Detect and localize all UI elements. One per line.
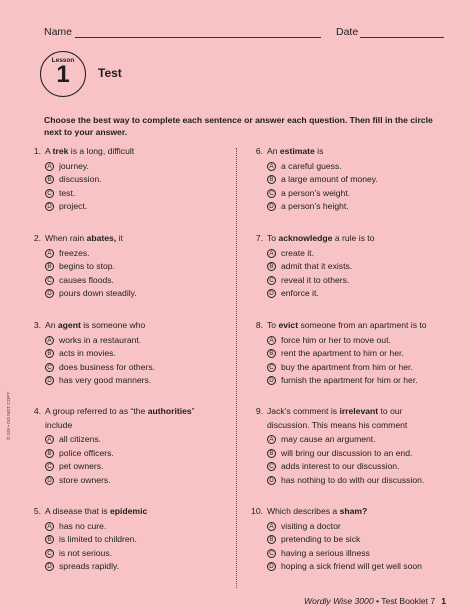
question-stem — [254, 405, 454, 432]
instructions: Choose the best way to complete each sentence or answer each question. Then fill in the circle next to your answer. — [44, 115, 433, 137]
answer-option[interactable] — [45, 560, 230, 574]
stem-text: When rain — [45, 233, 87, 243]
answer-bubble[interactable]: C — [45, 462, 54, 471]
answer-text: may cause an argument. — [281, 434, 376, 445]
answer-bubble[interactable]: C — [267, 462, 276, 471]
stem-text: Jack’s comment is — [267, 406, 340, 416]
answer-options — [32, 520, 230, 574]
answer-options — [254, 160, 454, 214]
stem-text-end: is a long, difficult — [68, 146, 135, 156]
question-1 — [32, 145, 230, 214]
stem-text-end: is — [314, 146, 324, 156]
answer-text: a large amount of money. — [281, 174, 378, 185]
answer-option[interactable] — [45, 334, 230, 348]
vocabulary-word: sham? — [339, 506, 368, 516]
book-title: Wordly Wise 3000 — [303, 596, 374, 606]
question-10 — [251, 505, 454, 574]
page-number: 1 — [441, 596, 446, 606]
answer-bubble[interactable]: B — [45, 449, 54, 458]
answer-bubble[interactable]: B — [45, 262, 54, 271]
name-field[interactable] — [75, 37, 321, 38]
answer-text: begins to stop. — [59, 261, 115, 272]
question-stem — [32, 232, 230, 246]
question-number: 4. — [33, 406, 41, 416]
answer-text: is limited to children. — [59, 534, 137, 545]
answer-text: pours down steadily. — [59, 288, 137, 299]
answer-text: a careful guess. — [281, 160, 342, 171]
question-6 — [254, 145, 454, 214]
question-number: 8. — [255, 320, 263, 330]
answer-bubble[interactable]: C — [267, 189, 276, 198]
answer-option[interactable] — [267, 247, 454, 261]
answer-text: rent the apartment to him or her. — [281, 348, 404, 359]
answer-bubble[interactable]: A — [45, 336, 54, 345]
answer-option[interactable] — [45, 287, 230, 301]
question-number: 9. — [255, 406, 263, 416]
answer-option[interactable] — [267, 260, 454, 274]
answer-option[interactable] — [267, 287, 454, 301]
vocabulary-word: authorities — [147, 406, 192, 416]
answer-bubble[interactable]: A — [267, 435, 276, 444]
answer-options — [32, 334, 230, 388]
answer-text: has nothing to do with our discussion. — [281, 474, 425, 485]
date-label: Date — [336, 26, 359, 38]
question-stem — [32, 319, 230, 333]
answer-option[interactable] — [45, 374, 230, 388]
answer-text: project. — [59, 201, 88, 212]
answer-option[interactable] — [45, 274, 230, 288]
question-stem — [32, 405, 230, 432]
stem-text-end: it — [116, 233, 123, 243]
question-number: 6. — [255, 146, 263, 156]
page-footer — [304, 596, 446, 606]
stem-text-end: is someone who — [80, 320, 146, 330]
answer-bubble[interactable]: C — [267, 276, 276, 285]
answer-bubble[interactable]: D — [267, 376, 276, 385]
vocabulary-word: agent — [57, 320, 81, 330]
stem-text: A — [45, 146, 53, 156]
lesson-title: Test — [98, 66, 122, 80]
answer-option[interactable] — [267, 361, 454, 375]
answer-options — [254, 247, 454, 301]
answer-option[interactable] — [267, 160, 454, 174]
column-divider — [236, 148, 237, 588]
answer-bubble[interactable]: A — [45, 522, 54, 531]
answer-options — [254, 334, 454, 388]
stem-text-end: ” — [191, 406, 195, 416]
answer-option[interactable] — [267, 460, 454, 474]
answer-bubble[interactable]: B — [267, 175, 276, 184]
answer-bubble[interactable]: C — [267, 549, 276, 558]
answer-bubble[interactable]: B — [45, 349, 54, 358]
answer-option[interactable] — [267, 474, 454, 488]
answer-text: journey. — [59, 160, 89, 171]
vocabulary-word: epidemic — [109, 506, 148, 516]
stem-text-line2: discussion. This means his comment — [267, 419, 408, 430]
answer-option[interactable] — [267, 520, 454, 534]
answer-bubble[interactable]: B — [267, 449, 276, 458]
stem-text: An — [45, 320, 58, 330]
date-field[interactable] — [360, 37, 444, 38]
answer-bubble[interactable]: A — [45, 162, 54, 171]
answer-text: has no cure. — [59, 520, 107, 531]
question-2 — [32, 232, 230, 301]
answer-bubble[interactable]: D — [45, 562, 54, 571]
answer-bubble[interactable]: C — [45, 549, 54, 558]
answer-bubble[interactable]: D — [267, 562, 276, 571]
answer-options — [32, 160, 230, 214]
answer-option[interactable] — [45, 460, 230, 474]
lesson-badge — [40, 51, 86, 97]
answer-text: enforce it. — [281, 288, 319, 299]
answer-option[interactable] — [45, 260, 230, 274]
answer-text: create it. — [281, 247, 314, 258]
answer-option[interactable] — [267, 347, 454, 361]
answer-text: all citizens. — [59, 434, 102, 445]
answer-bubble[interactable]: D — [267, 202, 276, 211]
lesson-word: Lesson — [51, 57, 75, 64]
name-label: Name — [44, 26, 73, 38]
answer-text: does business for others. — [59, 361, 156, 372]
answer-bubble[interactable]: B — [45, 535, 54, 544]
copyright-note: © SSI • DO NOT COPY — [6, 391, 11, 440]
question-8 — [254, 319, 454, 388]
answer-bubble[interactable]: C — [267, 363, 276, 372]
question-number: 7. — [255, 233, 263, 243]
answer-bubble[interactable]: C — [45, 189, 54, 198]
answer-option[interactable] — [45, 433, 230, 447]
answer-bubble[interactable]: A — [45, 435, 54, 444]
answer-text: causes floods. — [59, 274, 114, 285]
answer-option[interactable] — [267, 374, 454, 388]
answer-text: works in a restaurant. — [59, 334, 142, 345]
answer-text: visiting a doctor — [281, 520, 341, 531]
answer-option[interactable] — [45, 361, 230, 375]
question-stem — [254, 319, 454, 333]
answer-option[interactable] — [45, 187, 230, 201]
answer-option[interactable] — [267, 447, 454, 461]
answer-option[interactable] — [45, 173, 230, 187]
answer-option[interactable] — [45, 347, 230, 361]
answer-bubble[interactable]: B — [267, 535, 276, 544]
answer-bubble[interactable]: D — [267, 476, 276, 485]
answer-option[interactable] — [45, 160, 230, 174]
question-9 — [254, 405, 454, 488]
answer-options — [254, 520, 454, 574]
answer-option[interactable] — [45, 247, 230, 261]
question-stem — [251, 505, 454, 519]
answer-bubble[interactable]: D — [267, 289, 276, 298]
stem-text: Which describes a — [267, 506, 340, 516]
stem-text: A disease that is — [45, 506, 110, 516]
question-number: 5. — [33, 506, 41, 516]
answer-bubble[interactable]: D — [45, 289, 54, 298]
answer-bubble[interactable]: D — [45, 476, 54, 485]
answer-text: having a serious illness — [281, 547, 370, 558]
answer-bubble[interactable]: D — [45, 202, 54, 211]
vocabulary-word: abates, — [86, 233, 117, 243]
answer-text: freezes. — [59, 247, 90, 258]
question-number: 2. — [33, 233, 41, 243]
question-number: 10. — [251, 506, 263, 516]
question-5 — [32, 505, 230, 574]
answer-option[interactable] — [267, 560, 454, 574]
answer-text: spreads rapidly. — [59, 561, 120, 572]
answer-text: police officers. — [59, 447, 114, 458]
question-stem — [254, 232, 454, 246]
stem-text: To — [267, 233, 279, 243]
vocabulary-word: irrelevant — [339, 406, 379, 416]
vocabulary-word: evict — [278, 320, 299, 330]
answer-bubble[interactable]: D — [45, 376, 54, 385]
answer-text: force him or her to move out. — [281, 334, 391, 345]
answer-bubble[interactable]: A — [267, 249, 276, 258]
answer-text: reveal it to others. — [281, 274, 350, 285]
stem-text-end: someone from an apartment is to — [298, 320, 427, 330]
answer-option[interactable] — [45, 533, 230, 547]
answer-option[interactable] — [267, 533, 454, 547]
answer-text: admit that it exists. — [281, 261, 353, 272]
booklet-label: • Test Booklet 7 — [373, 596, 436, 606]
vocabulary-word: trek — [52, 146, 69, 156]
answer-option[interactable] — [45, 474, 230, 488]
stem-text-line2: include — [45, 419, 73, 430]
answer-text: a person’s weight. — [281, 187, 351, 198]
answer-bubble[interactable]: C — [45, 276, 54, 285]
question-number: 1. — [33, 146, 41, 156]
question-stem — [254, 145, 454, 159]
stem-text: An — [267, 146, 280, 156]
stem-text-end: a rule is to — [332, 233, 375, 243]
answer-options — [32, 247, 230, 301]
answer-text: furnish the apartment for him or her. — [281, 375, 418, 386]
answer-bubble[interactable]: A — [267, 522, 276, 531]
answer-options — [32, 433, 230, 487]
answer-option[interactable] — [267, 187, 454, 201]
answer-bubble[interactable]: A — [267, 336, 276, 345]
stem-text: A group referred to as “the — [45, 406, 148, 416]
vocabulary-word: estimate — [279, 146, 315, 156]
question-stem — [32, 145, 230, 159]
vocabulary-word: acknowledge — [278, 233, 333, 243]
answer-option[interactable] — [267, 200, 454, 214]
answer-option[interactable] — [267, 173, 454, 187]
answer-bubble[interactable]: C — [45, 363, 54, 372]
answer-text: store owners. — [59, 474, 111, 485]
answer-text: hoping a sick friend will get well soon — [281, 561, 422, 572]
name-date-header — [44, 26, 446, 40]
answer-option[interactable] — [267, 547, 454, 561]
answer-bubble[interactable]: B — [45, 175, 54, 184]
answer-bubble[interactable]: A — [267, 162, 276, 171]
question-stem — [32, 505, 230, 519]
answer-text: acts in movies. — [59, 348, 116, 359]
stem-text-end: to our — [378, 406, 403, 416]
lesson-number: 1 — [56, 61, 70, 88]
question-number: 3. — [33, 320, 41, 330]
answer-text: pretending to be sick — [281, 534, 361, 545]
stem-text: To — [267, 320, 279, 330]
answer-option[interactable] — [45, 200, 230, 214]
answer-text: will bring our discussion to an end. — [281, 447, 413, 458]
answer-text: test. — [59, 187, 76, 198]
answer-text: discussion. — [59, 174, 102, 185]
answer-text: pet owners. — [59, 461, 104, 472]
answer-option[interactable] — [267, 334, 454, 348]
answer-options — [254, 433, 454, 487]
question-7 — [254, 232, 454, 301]
answer-text: adds interest to our discussion. — [281, 461, 400, 472]
answer-option[interactable] — [267, 274, 454, 288]
answer-option[interactable] — [45, 520, 230, 534]
answer-text: is not serious. — [59, 547, 113, 558]
answer-text: buy the apartment from him or her. — [281, 361, 413, 372]
question-4 — [32, 405, 230, 488]
answer-bubble[interactable]: B — [267, 349, 276, 358]
answer-text: a person’s height. — [281, 201, 349, 212]
answer-option[interactable] — [267, 433, 454, 447]
answer-bubble[interactable]: A — [45, 249, 54, 258]
answer-option[interactable] — [45, 447, 230, 461]
question-3 — [32, 319, 230, 388]
answer-option[interactable] — [45, 547, 230, 561]
answer-text: has very good manners. — [59, 375, 152, 386]
answer-bubble[interactable]: B — [267, 262, 276, 271]
